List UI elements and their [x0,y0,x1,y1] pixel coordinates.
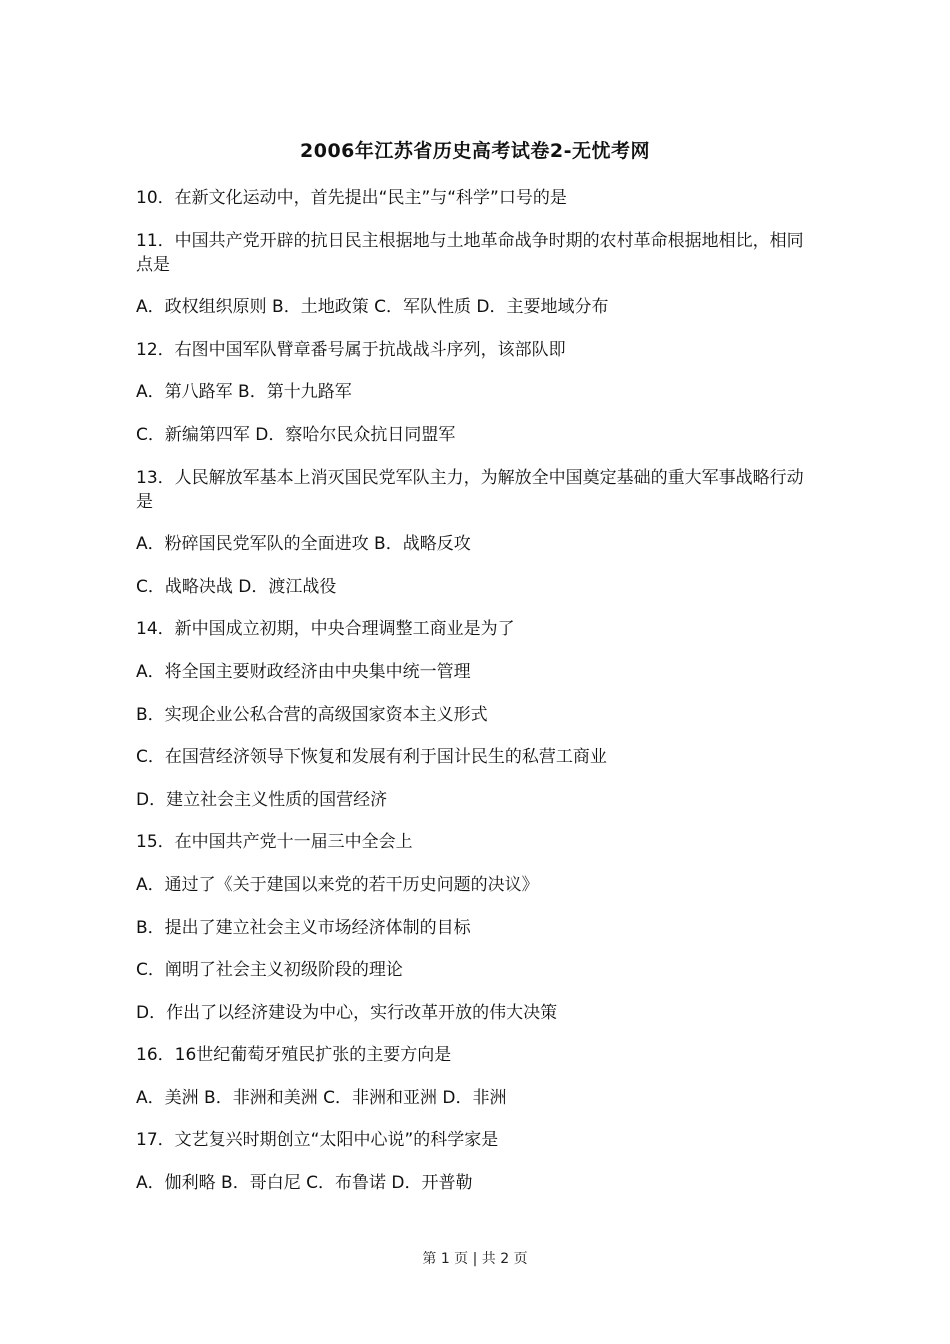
paragraph-q15-option-d: D．作出了以经济建设为中心，实行改革开放的伟大决策 [136,1002,558,1023]
paragraph-q15: 15．在中国共产党十一届三中全会上 [136,832,413,853]
paragraph-q13: 13．人民解放军基本上消灭国民党军队主力，为解放全中国奠定基础的重大军事战略行动是 [136,467,804,512]
paragraph-q13-options-ab: A．粉碎国民党军队的全面进攻 B．战略反攻 [136,534,471,555]
paragraph-q17: 17．文艺复兴时期创立“太阳中心说”的科学家是 [136,1130,499,1151]
paragraph-q14-option-a: A．将全国主要财政经济由中央集中统一管理 [136,661,471,682]
paragraph-q15-option-b: B．提出了建立社会主义市场经济体制的目标 [136,917,471,938]
document-title: 2006年江苏省历史高考试卷2-无忧考网 [300,140,650,162]
paragraph-q17-options: A．伽利略 B．哥白尼 C．布鲁诺 D．开普勒 [136,1173,473,1194]
paragraph-q16: 16．16世纪葡萄牙殖民扩张的主要方向是 [136,1045,452,1066]
document-body [136,186,816,1214]
page-footer: 第 1 页 | 共 2 页 [422,1251,528,1267]
paragraph-q14-option-c: C．在国营经济领导下恢复和发展有利于国计民生的私营工商业 [136,747,607,768]
paragraph-q11-options: A．政权组织原则 B．土地政策 C．军队性质 D．主要地域分布 [136,297,609,318]
paragraph-q10: 10．在新文化运动中，首先提出“民主”与“科学”口号的是 [136,188,567,208]
paragraph-q13-options-cd: C．战略决战 D．渡江战役 [136,576,337,597]
paragraph-q14-option-b: B．实现企业公私合营的高级国家资本主义形式 [136,704,488,725]
paragraph-q15-option-a: A．通过了《关于建国以来党的若干历史问题的决议》 [136,874,539,895]
paragraph-q12-options-ab: A．第八路军 B．第十九路军 [136,382,352,403]
paragraph-q12: 12．右图中国军队臂章番号属于抗战战斗序列，该部队即 [136,339,566,360]
paragraph-q12-options-cd: C．新编第四军 D．察哈尔民众抗日同盟军 [136,424,456,445]
paragraph-q15-option-c: C．阐明了社会主义初级阶段的理论 [136,960,403,981]
paragraph-q11: 11．中国共产党开辟的抗日民主根据地与土地革命战争时期的农村革命根据地相比，相同点是 [136,230,804,275]
paragraph-q14: 14．新中国成立初期，中央合理调整工商业是为了 [136,619,515,640]
paragraph-q16-options: A．美洲 B．非洲和美洲 C．非洲和亚洲 D．非洲 [136,1087,507,1108]
paragraph-q14-option-d: D．建立社会主义性质的国营经济 [136,789,388,810]
